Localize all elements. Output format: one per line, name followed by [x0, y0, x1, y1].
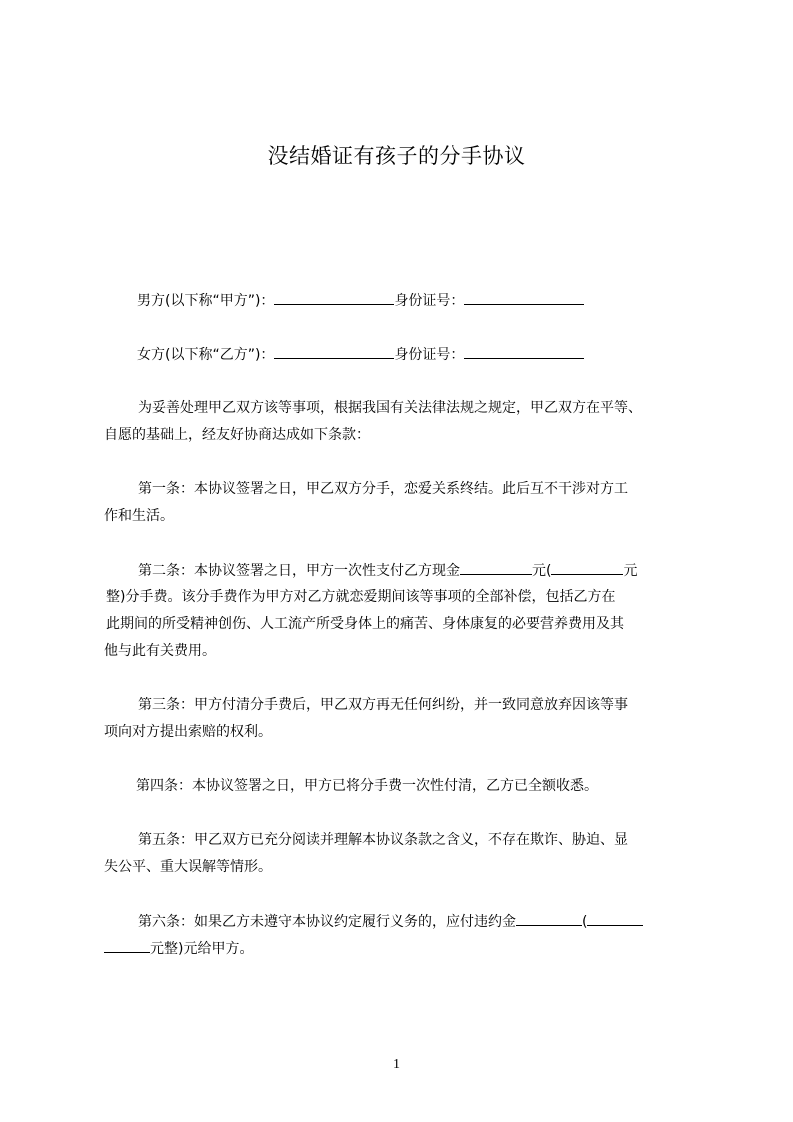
party-a-line [137, 290, 584, 311]
article-2-text-a: 第二条：本协议签署之日，甲方一次性支付乙方现金 [138, 563, 460, 579]
article-6-text-c: 元整)元给甲方。 [150, 941, 254, 957]
party-b-label: 女方(以下称“乙方”)： [137, 347, 275, 363]
article-2-line-1 [138, 560, 637, 581]
article-1-line-1: 第一条：本协议签署之日，甲乙双方分手，恋爱关系终结。此后互不干涉对方工 [138, 481, 628, 497]
article-4-line-1: 第四条：本协议签署之日，甲方已将分手费一次性付清，乙方已全额收悉。 [136, 778, 598, 794]
party-a-name-blank [274, 290, 394, 305]
article-6-penalty-words-blank-cont [104, 938, 150, 953]
article-6-penalty-words-blank [587, 911, 643, 926]
article-6-line-2 [104, 938, 253, 959]
article-2-amount-words-blank [551, 560, 623, 575]
article-2-text-c: 元 [623, 563, 638, 579]
party-a-label: 男方(以下称“甲方”)： [137, 293, 275, 309]
page-number: 1 [393, 1057, 400, 1072]
party-b-line [137, 344, 584, 365]
document-title: 没结婚证有孩子的分手协议 [267, 144, 526, 168]
party-b-name-blank [274, 344, 394, 359]
article-6-text-b: ( [582, 914, 588, 930]
article-2-text-b: 元( [532, 563, 552, 579]
article-6-line-1 [138, 911, 643, 932]
party-a-id-label: 身份证号： [394, 293, 465, 309]
article-3-line-1: 第三条：甲方付清分手费后，甲乙双方再无任何纠纷，并一致同意放弃因该等事 [138, 697, 628, 713]
party-a-id-blank [464, 290, 584, 305]
article-1-line-2: 作和生活。 [104, 508, 174, 524]
article-2-line-4: 他与此有关费用。 [104, 643, 216, 659]
article-2-line-2: 整)分手费。该分手费作为甲方对乙方就恋爱期间该等事项的全部补偿，包括乙方在 [106, 589, 616, 605]
article-5-line-2: 失公平、重大误解等情形。 [104, 859, 272, 875]
article-5-line-1: 第五条：甲乙双方已充分阅读并理解本协议条款之含义，不存在欺诈、胁迫、显 [138, 832, 628, 848]
preamble-line-2: 自愿的基础上，经友好协商达成如下条款： [104, 427, 370, 443]
preamble-line-1: 为妥善处理甲乙双方该等事项，根据我国有关法律法规之规定，甲乙双方在平等、 [138, 400, 642, 416]
article-2-line-3: 此期间的所受精神创伤、人工流产所受身体上的痛苦、身体康复的必要营养费用及其 [106, 616, 624, 632]
article-6-penalty-blank [516, 911, 582, 926]
article-6-text-a: 第六条：如果乙方未遵守本协议约定履行义务的，应付违约金 [138, 914, 516, 930]
article-2-amount-blank [460, 560, 532, 575]
party-b-id-label: 身份证号： [394, 347, 465, 363]
article-3-line-2: 项向对方提出索赔的权利。 [104, 724, 272, 740]
party-b-id-blank [464, 344, 584, 359]
